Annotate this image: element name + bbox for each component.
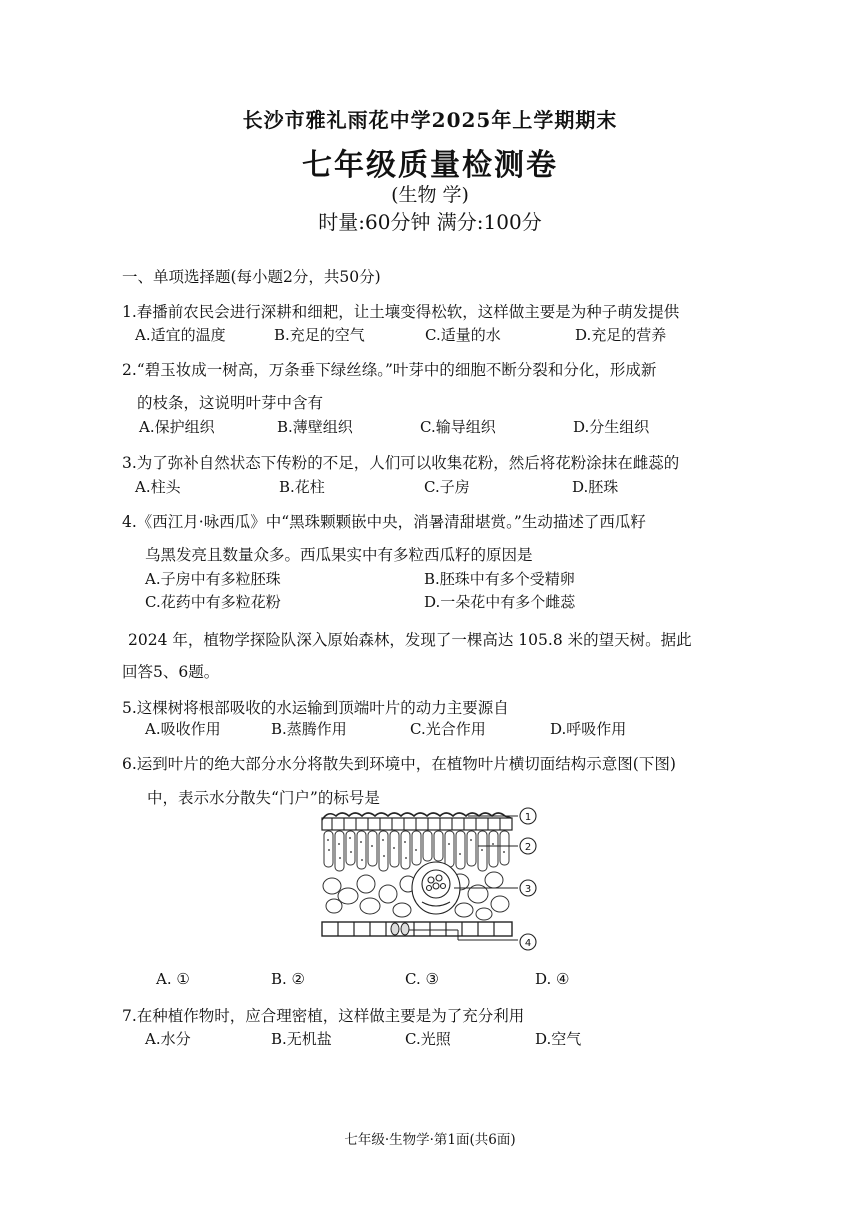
question-2-option-d: D.分生组织 <box>573 418 650 436</box>
question-3-option-d: D.胚珠 <box>572 478 619 496</box>
question-5-option-c: C.光合作用 <box>410 720 486 738</box>
question-1-option-d: D.充足的营养 <box>575 326 667 344</box>
question-6-option-a: A. ① <box>156 970 190 988</box>
leaf-cross-section-diagram <box>318 806 548 958</box>
question-3-stem: 3.为了弥补自然状态下传粉的不足，人们可以收集花粉，然后将花粉涂抹在雌蕊的 <box>122 454 680 472</box>
question-4-option-b: B.胚珠中有多个受精卵 <box>424 570 575 588</box>
question-1-stem: 1.春播前农民会进行深耕和细耙，让土壤变得松软，这样做主要是为种子萌发提供 <box>122 303 680 321</box>
question-4-option-c: C.花药中有多粒花粉 <box>145 593 281 611</box>
question-2-stem-line1: 2.“碧玉妆成一树高，万条垂下绿丝绦。”叶芽中的细胞不断分裂和分化，形成新 <box>122 361 657 379</box>
question-6-option-c: C. ③ <box>405 970 439 988</box>
figure-label-3: 3 <box>524 884 532 895</box>
question-5-stem: 5.这棵树将根部吸收的水运输到顶端叶片的动力主要源自 <box>122 699 509 717</box>
question-6-option-d: D. ④ <box>535 970 570 988</box>
stoma <box>391 923 409 935</box>
question-6-option-b: B. ② <box>271 970 306 988</box>
passage-line1: 2024 年，植物学探险队深入原始森林，发现了一棵高达 105.8 米的望天树。据此 <box>128 631 692 649</box>
question-6-stem-line2: 中，表示水分散失“门户”的标号是 <box>147 789 380 807</box>
figure-label-1: 1 <box>524 812 532 823</box>
figure-label-2: 2 <box>524 842 532 853</box>
lower-epidermis <box>322 922 512 936</box>
palisade-layer <box>324 831 509 871</box>
exam-title: 七年级质量检测卷 <box>302 148 558 183</box>
question-5-option-b: B.蒸腾作用 <box>271 720 347 738</box>
question-2-option-a: A.保护组织 <box>139 418 215 436</box>
question-3-option-c: C.子房 <box>424 478 470 496</box>
question-4-option-a: A.子房中有多粒胚珠 <box>145 570 281 588</box>
page-footer: 七年级·生物学·第1面(共6面) <box>344 1132 516 1148</box>
question-7-option-d: D.空气 <box>535 1030 582 1048</box>
question-7-option-c: C.光照 <box>405 1030 451 1048</box>
figure-label-4: 4 <box>524 938 532 949</box>
leaf-vein <box>412 862 460 914</box>
school-title: 长沙市雅礼雨花中学2025年上学期期末 <box>242 108 618 132</box>
question-7-option-a: A.水分 <box>145 1030 191 1048</box>
question-3-option-a: A.柱头 <box>135 478 181 496</box>
subject-label: (生物 学) <box>391 184 469 206</box>
question-2-stem-line2: 的枝条，这说明叶芽中含有 <box>137 394 324 412</box>
question-7-stem: 7.在种植作物时，应合理密植，这样做主要是为了充分利用 <box>122 1007 525 1025</box>
question-4-option-d: D.一朵花中有多个雌蕊 <box>424 593 576 611</box>
question-1-option-a: A.适宜的温度 <box>135 326 226 344</box>
question-1-option-c: C.适量的水 <box>425 326 501 344</box>
question-3-option-b: B.花柱 <box>279 478 325 496</box>
question-2-option-c: C.输导组织 <box>420 418 496 436</box>
passage-line2: 回答5、6题。 <box>122 663 220 681</box>
exam-meta: 时量:60分钟 满分:100分 <box>318 210 542 234</box>
question-4-stem-line1: 4.《西江月·咏西瓜》中“黑珠颗颗嵌中央，消暑清甜堪赏。”生动描述了西瓜籽 <box>122 513 646 531</box>
question-2-option-b: B.薄壁组织 <box>277 418 353 436</box>
question-5-option-a: A.吸收作用 <box>145 720 221 738</box>
section-title: 一、单项选择题(每小题2分，共50分) <box>122 268 381 286</box>
question-1-option-b: B.充足的空气 <box>274 326 365 344</box>
question-6-stem-line1: 6.运到叶片的绝大部分水分将散失到环境中，在植物叶片横切面结构示意图(下图) <box>122 755 676 773</box>
question-7-option-b: B.无机盐 <box>271 1030 332 1048</box>
question-5-option-d: D.呼吸作用 <box>550 720 627 738</box>
question-4-stem-line2: 乌黑发亮且数量众多。西瓜果实中有多粒西瓜籽的原因是 <box>145 546 533 564</box>
